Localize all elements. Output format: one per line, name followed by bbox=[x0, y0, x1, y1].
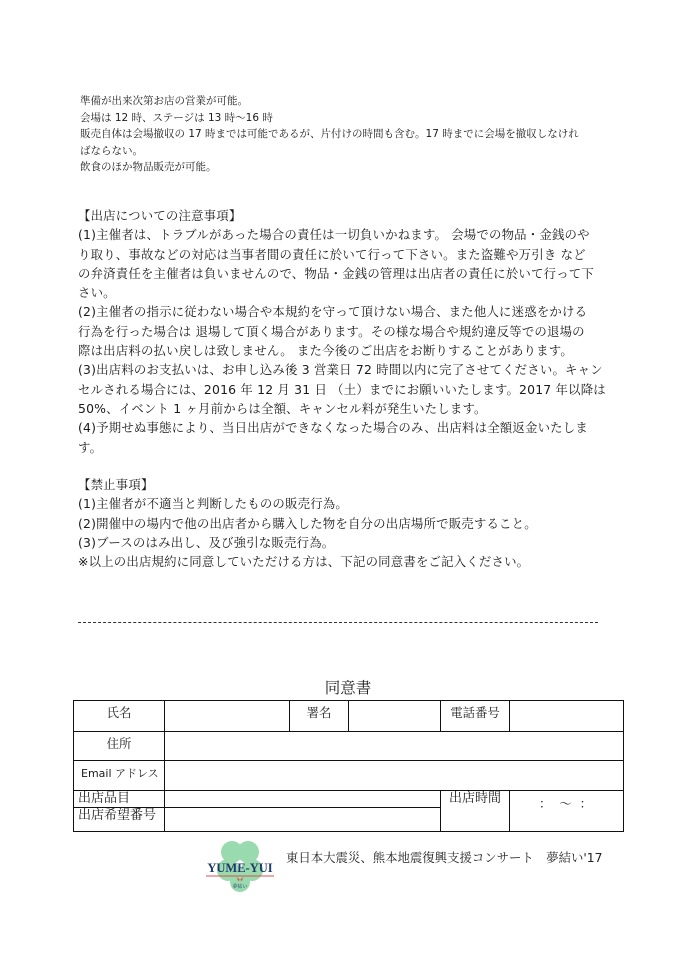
notes-heading: 【出店についての注意事項】 bbox=[78, 208, 242, 223]
time-field[interactable]: ： ～ ： bbox=[510, 791, 624, 832]
notes-section bbox=[78, 206, 628, 457]
prohibited-line: (2)開催中の場内で他の出店者から購入した物を自分の出店場所で販売すること。 bbox=[78, 515, 537, 531]
notes-line: す。 bbox=[78, 439, 103, 455]
prohibited-line: (1)主催者が不適当と判断したものの販売行為。 bbox=[78, 496, 348, 512]
phone-field[interactable] bbox=[510, 701, 624, 732]
notes-line: 行為を行った場合は 退場して頂く場合があります。その様な場合や規約違反等での退場の bbox=[78, 323, 585, 339]
notes-line: り取り、事故などの対応は当事者間の責任に於いて行って下さい。また盗難や万引き など bbox=[78, 246, 586, 262]
email-field[interactable] bbox=[165, 761, 624, 791]
intro-line: 販売自体は会場撤収の 17 時までは可能であるが、片付けの時間も含む。17 時までに会場を撤収しなけれ bbox=[80, 128, 579, 140]
item-label: 出店品目 bbox=[74, 791, 165, 808]
notes-line: (3)出店料のお支払いは、お申し込み後 3 営業日 72 時間以内に完了させてください。キャン bbox=[78, 362, 603, 378]
signature-field[interactable] bbox=[349, 701, 441, 732]
prohibited-line: (3)ブースのはみ出し、及び強引な販売行為。 bbox=[78, 534, 335, 550]
address-field[interactable] bbox=[165, 732, 624, 761]
prohibited-heading: 【禁止事項】 bbox=[78, 477, 154, 492]
intro-line: 準備が出来次第お店の営業が可能。 bbox=[80, 95, 248, 107]
notes-line: (1)主催者は、トラブルがあった場合の責任は一切負いかねます。 会場での物品・金銭のや bbox=[78, 227, 590, 243]
intro-line: 飲食のほか物品販売が可能。 bbox=[80, 161, 217, 173]
address-label: 住所 bbox=[74, 732, 165, 761]
intro-line: ばならない。 bbox=[80, 144, 143, 157]
footer bbox=[204, 838, 634, 898]
notes-line: (4)予期せぬ事態により、当日出店ができなくなった場合のみ、出店料は全額返金いたしま bbox=[78, 420, 588, 436]
preferred-number-field[interactable] bbox=[165, 808, 441, 832]
item-field[interactable] bbox=[165, 791, 441, 808]
prohibited-line: ※以上の出店規約に同意していただける方は、下記の同意書をご記入ください。 bbox=[78, 554, 530, 570]
notes-line: セルされる場合には、2016 年 12 月 31 日 （土）までにお願いいたします。2017 年以降は bbox=[78, 381, 606, 397]
email-label: Email アドレス bbox=[74, 761, 165, 791]
intro-line: 会場は 12 時、ステージは 13 時～16 時 bbox=[80, 111, 273, 124]
consent-form-table bbox=[73, 700, 624, 832]
prohibited-section bbox=[78, 475, 628, 571]
time-label: 出店時間 bbox=[441, 791, 510, 832]
form-title: 同意書 bbox=[324, 679, 372, 697]
intro-section bbox=[80, 93, 625, 176]
name-label: 氏名 bbox=[74, 701, 165, 732]
notes-line: の弁済責任を主催者は負いませんので、物品・金銭の管理は出店者の責任に於いて行って下 bbox=[78, 265, 594, 281]
name-field[interactable] bbox=[165, 701, 290, 732]
notes-line: 際は出店料の払い戻しは致しません。 また今後のご出店をお断りすることがあります。 bbox=[78, 343, 573, 359]
logo-text: YUME-YUI bbox=[207, 861, 273, 875]
signature-label: 署名 bbox=[290, 701, 349, 732]
phone-label: 電話番号 bbox=[441, 701, 510, 732]
footer-event-title: 東日本大震災、熊本地震復興支援コンサート 夢結い'17 bbox=[286, 850, 603, 865]
preferred-number-label: 出店希望番号 bbox=[74, 808, 165, 832]
yume-yui-logo bbox=[204, 838, 276, 894]
notes-line: (2)主催者の指示に従わない場合や本規約を守って頂けない場合、また他人に迷惑をかける bbox=[78, 304, 588, 320]
notes-line: 50%、イベント 1 ヶ月前からは全額、キャンセル料が発生いたします。 bbox=[78, 400, 487, 416]
cut-line-divider bbox=[78, 622, 598, 623]
logo-subtext: 夢結い bbox=[232, 884, 248, 890]
notes-line: さい。 bbox=[78, 285, 116, 301]
